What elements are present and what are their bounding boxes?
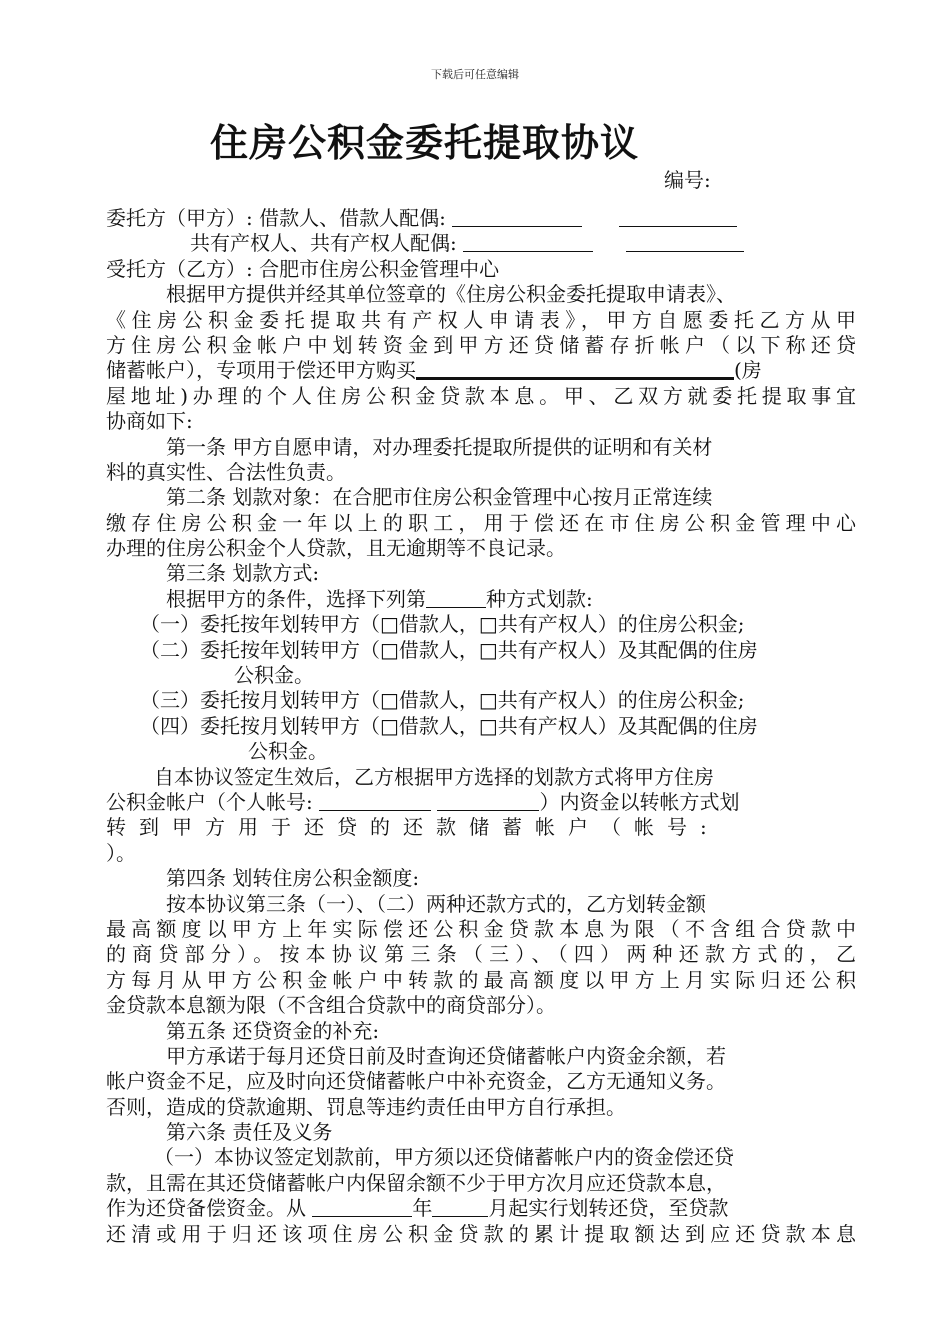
intro-line: 屋地址)办理的个人住房公积金贷款本息。甲、乙双方就委托提取事宜: [106, 383, 856, 408]
party-a-text: 借款人、借款人配偶:: [259, 206, 446, 230]
personal-account-blank-2[interactable]: [437, 792, 539, 811]
personal-account-blank[interactable]: [319, 792, 431, 811]
article-6-line: [106, 1196, 856, 1221]
co-owner-spouse-blank[interactable]: [626, 233, 744, 252]
article-6-title: 第六条 责任及义务: [166, 1120, 333, 1145]
co-owner-line: [106, 231, 856, 256]
co-owner-text: 共有产权人、共有产权人配偶:: [190, 231, 457, 256]
effect-line: ）。: [106, 840, 136, 865]
number-label: 编号:: [664, 168, 711, 192]
method-number-blank[interactable]: [426, 589, 486, 608]
effect-line: 自本协议签定生效后，乙方根据甲方选择的划款方式将甲方住房: [154, 764, 714, 789]
intro-line: 协商如下:: [106, 409, 193, 434]
header-note: 下载后可任意编辑: [431, 68, 519, 81]
agreement-body: [106, 206, 856, 1247]
document-title: 住房公积金委托提取协议: [210, 121, 640, 165]
effect-text: 公积金帐户（个人帐号:: [106, 789, 313, 814]
effect-text: ）内资金以转帐方式划: [539, 789, 740, 814]
option-4: （四）委托按月划转甲方（□借款人，□共有产权人）及其配偶的住房: [140, 713, 758, 738]
article-5-line: 否则，造成的贷款逾期、罚息等违约责任由甲方自行承担。: [106, 1094, 626, 1119]
article-5-line: 甲方承诺于每月还贷日前及时查询还贷储蓄帐户内资金余额，若: [166, 1043, 726, 1068]
co-owner-blank[interactable]: [463, 233, 593, 252]
party-b-line: 受托方（乙方）: 合肥市住房公积金管理中心: [106, 256, 500, 281]
option-1: （一）委托按年划转甲方（□借款人，□共有产权人）的住房公积金;: [140, 612, 745, 637]
article-3-title: 第三条 划款方式:: [166, 561, 320, 586]
intro-line: [106, 358, 856, 383]
article-2-line: 第二条 划款对象：在合肥市住房公积金管理中心按月正常连续: [166, 485, 713, 510]
article-4-title: 第四条 划转住房公积金额度:: [166, 866, 420, 891]
article-6-line: 款，且需在其还贷储蓄帐户内保留余额不少于甲方次月应还贷款本息，: [106, 1170, 726, 1195]
effect-line: [106, 790, 856, 815]
house-address-blank[interactable]: [416, 359, 734, 380]
spouse-blank[interactable]: [619, 208, 737, 227]
option-3: （三）委托按月划转甲方（□借款人，□共有产权人）的住房公积金;: [140, 688, 745, 713]
option-2-cont: 公积金。: [234, 663, 314, 688]
article-5-line: 帐户资金不足，应及时向还贷储蓄帐户中补充资金，乙方无通知义务。: [106, 1069, 726, 1094]
option-4-cont: 公积金。: [248, 739, 328, 764]
article-4-line: 的商贷部分）。按本协议第三条（三）、（四）两种还款方式的，乙: [106, 942, 856, 967]
article-6-text: 作为还贷备偿资金。从: [106, 1196, 306, 1221]
article-6-line: （一）本协议签定划款前，甲方须以还贷储蓄帐户内的资金偿还贷: [154, 1145, 734, 1170]
party-a-label: 委托方（甲方）:: [106, 206, 253, 230]
choose-text: 种方式划款:: [486, 586, 593, 611]
intro-text: (房: [734, 358, 762, 383]
effect-line: 转到甲方用于还贷的还款储蓄帐户（帐号:: [106, 815, 720, 840]
article-4-line: 方每月从甲方公积金帐户中转款的最高额度以甲方上月实际归还公积: [106, 967, 856, 992]
intro-text: 储蓄帐户），专项用于偿还甲方购买: [106, 358, 416, 383]
article-6-line: 还清或用于归还该项住房公积金贷款的累计提取额达到应还贷款本息: [106, 1221, 856, 1246]
article-1-line: 第一条 甲方自愿申请，对办理委托提取所提供的证明和有关材: [166, 434, 713, 459]
intro-line: 方住房公积金帐户中划转资金到甲方还贷储蓄存折帐户（以下称还贷: [106, 332, 856, 357]
borrower-blank[interactable]: [452, 208, 582, 227]
choose-text: 根据甲方的条件，选择下列第: [166, 586, 426, 611]
intro-line: 根据甲方提供并经其单位签章的《住房公积金委托提取申请表》、: [166, 282, 736, 307]
start-month-blank[interactable]: [432, 1198, 488, 1217]
option-2: （二）委托按年划转甲方（□借款人，□共有产权人）及其配偶的住房: [140, 637, 758, 662]
article-4-line: 最高额度以甲方上年实际偿还公积金贷款本息为限（不含组合贷款中: [106, 916, 856, 941]
article-6-text: 月起实行划转还贷，至贷款: [488, 1196, 729, 1221]
party-a-line: [106, 206, 856, 231]
article-4-line: 按本协议第三条（一）、（二）两种还款方式的，乙方划转金额: [166, 891, 706, 916]
article-6-text: 年: [412, 1196, 433, 1221]
start-year-blank[interactable]: [312, 1198, 412, 1217]
article-4-line: 金贷款本息额为限（不含组合贷款中的商贷部分）。: [106, 993, 556, 1018]
article-3-choose: [106, 587, 856, 612]
intro-line: 《住房公积金委托提取共有产权人申请表》，甲方自愿委托乙方从甲: [106, 307, 856, 332]
article-2-line: 办理的住房公积金个人贷款，且无逾期等不良记录。: [106, 536, 566, 561]
article-2-line: 缴存住房公积金一年以上的职工，用于偿还在市住房公积金管理中心: [106, 510, 856, 535]
article-5-title: 第五条 还贷资金的补充:: [166, 1018, 380, 1043]
article-1-line: 料的真实性、合法性负责。: [106, 459, 346, 484]
